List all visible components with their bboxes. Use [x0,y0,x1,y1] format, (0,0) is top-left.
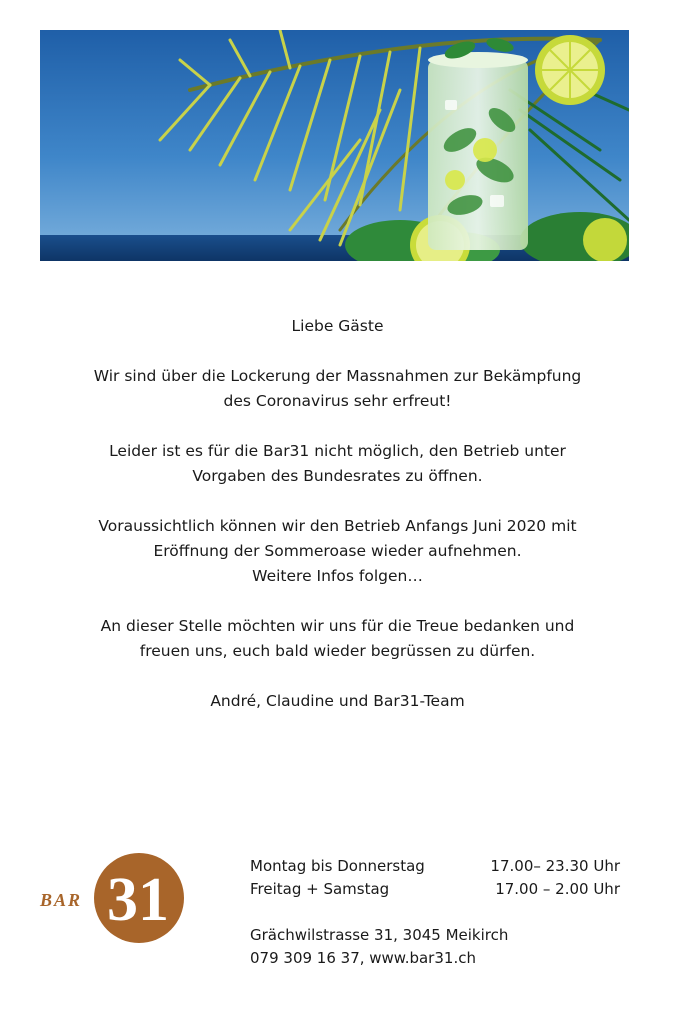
hours-days: Freitag + Samstag [250,880,390,898]
info-block [250,855,620,970]
paragraph-not-possible: Leider ist es für die Bar31 nicht möglich, den Betrieb unter Vorgaben des Bundesrates zu öffnen. [109,442,566,485]
paragraph-june-opening: Voraussichtlich können wir den Betrieb Anfangs Juni 2020 mit Eröffnung der Sommeroase wieder aufnehmen. Weitere Infos folgen… [98,517,577,585]
hours-days: Montag bis Donnerstag [250,857,425,875]
hours-time: 17.00– 23.30 Uhr [490,857,620,875]
logo-text-bar: BAR [40,890,83,910]
signature: André, Claudine und Bar31-Team [210,692,465,710]
logo-text-number: 31 [107,866,169,934]
bar31-logo-icon [36,850,196,946]
hours-time: 17.00 – 2.00 Uhr [495,880,620,898]
hours-row [250,855,620,878]
hours-row [250,878,620,901]
palm-cocktail-icon [40,30,629,261]
address: Grächwilstrasse 31, 3045 Meikirch [250,926,509,944]
bar31-logo [36,850,196,946]
greeting: Liebe Gäste [291,317,384,335]
paragraph-reopening: Wir sind über die Lockerung der Massnahmen zur Bekämpfung des Coronavirus sehr erfreut! [93,367,582,410]
phone-website: 079 309 16 37, www.bar31.ch [250,949,476,967]
letter-body [0,314,675,714]
banner-image [40,30,629,261]
paragraph-thanks: An dieser Stelle möchten wir uns für die Treue bedanken und freuen uns, euch bald wieder begrüssen zu dürfen. [100,617,575,660]
